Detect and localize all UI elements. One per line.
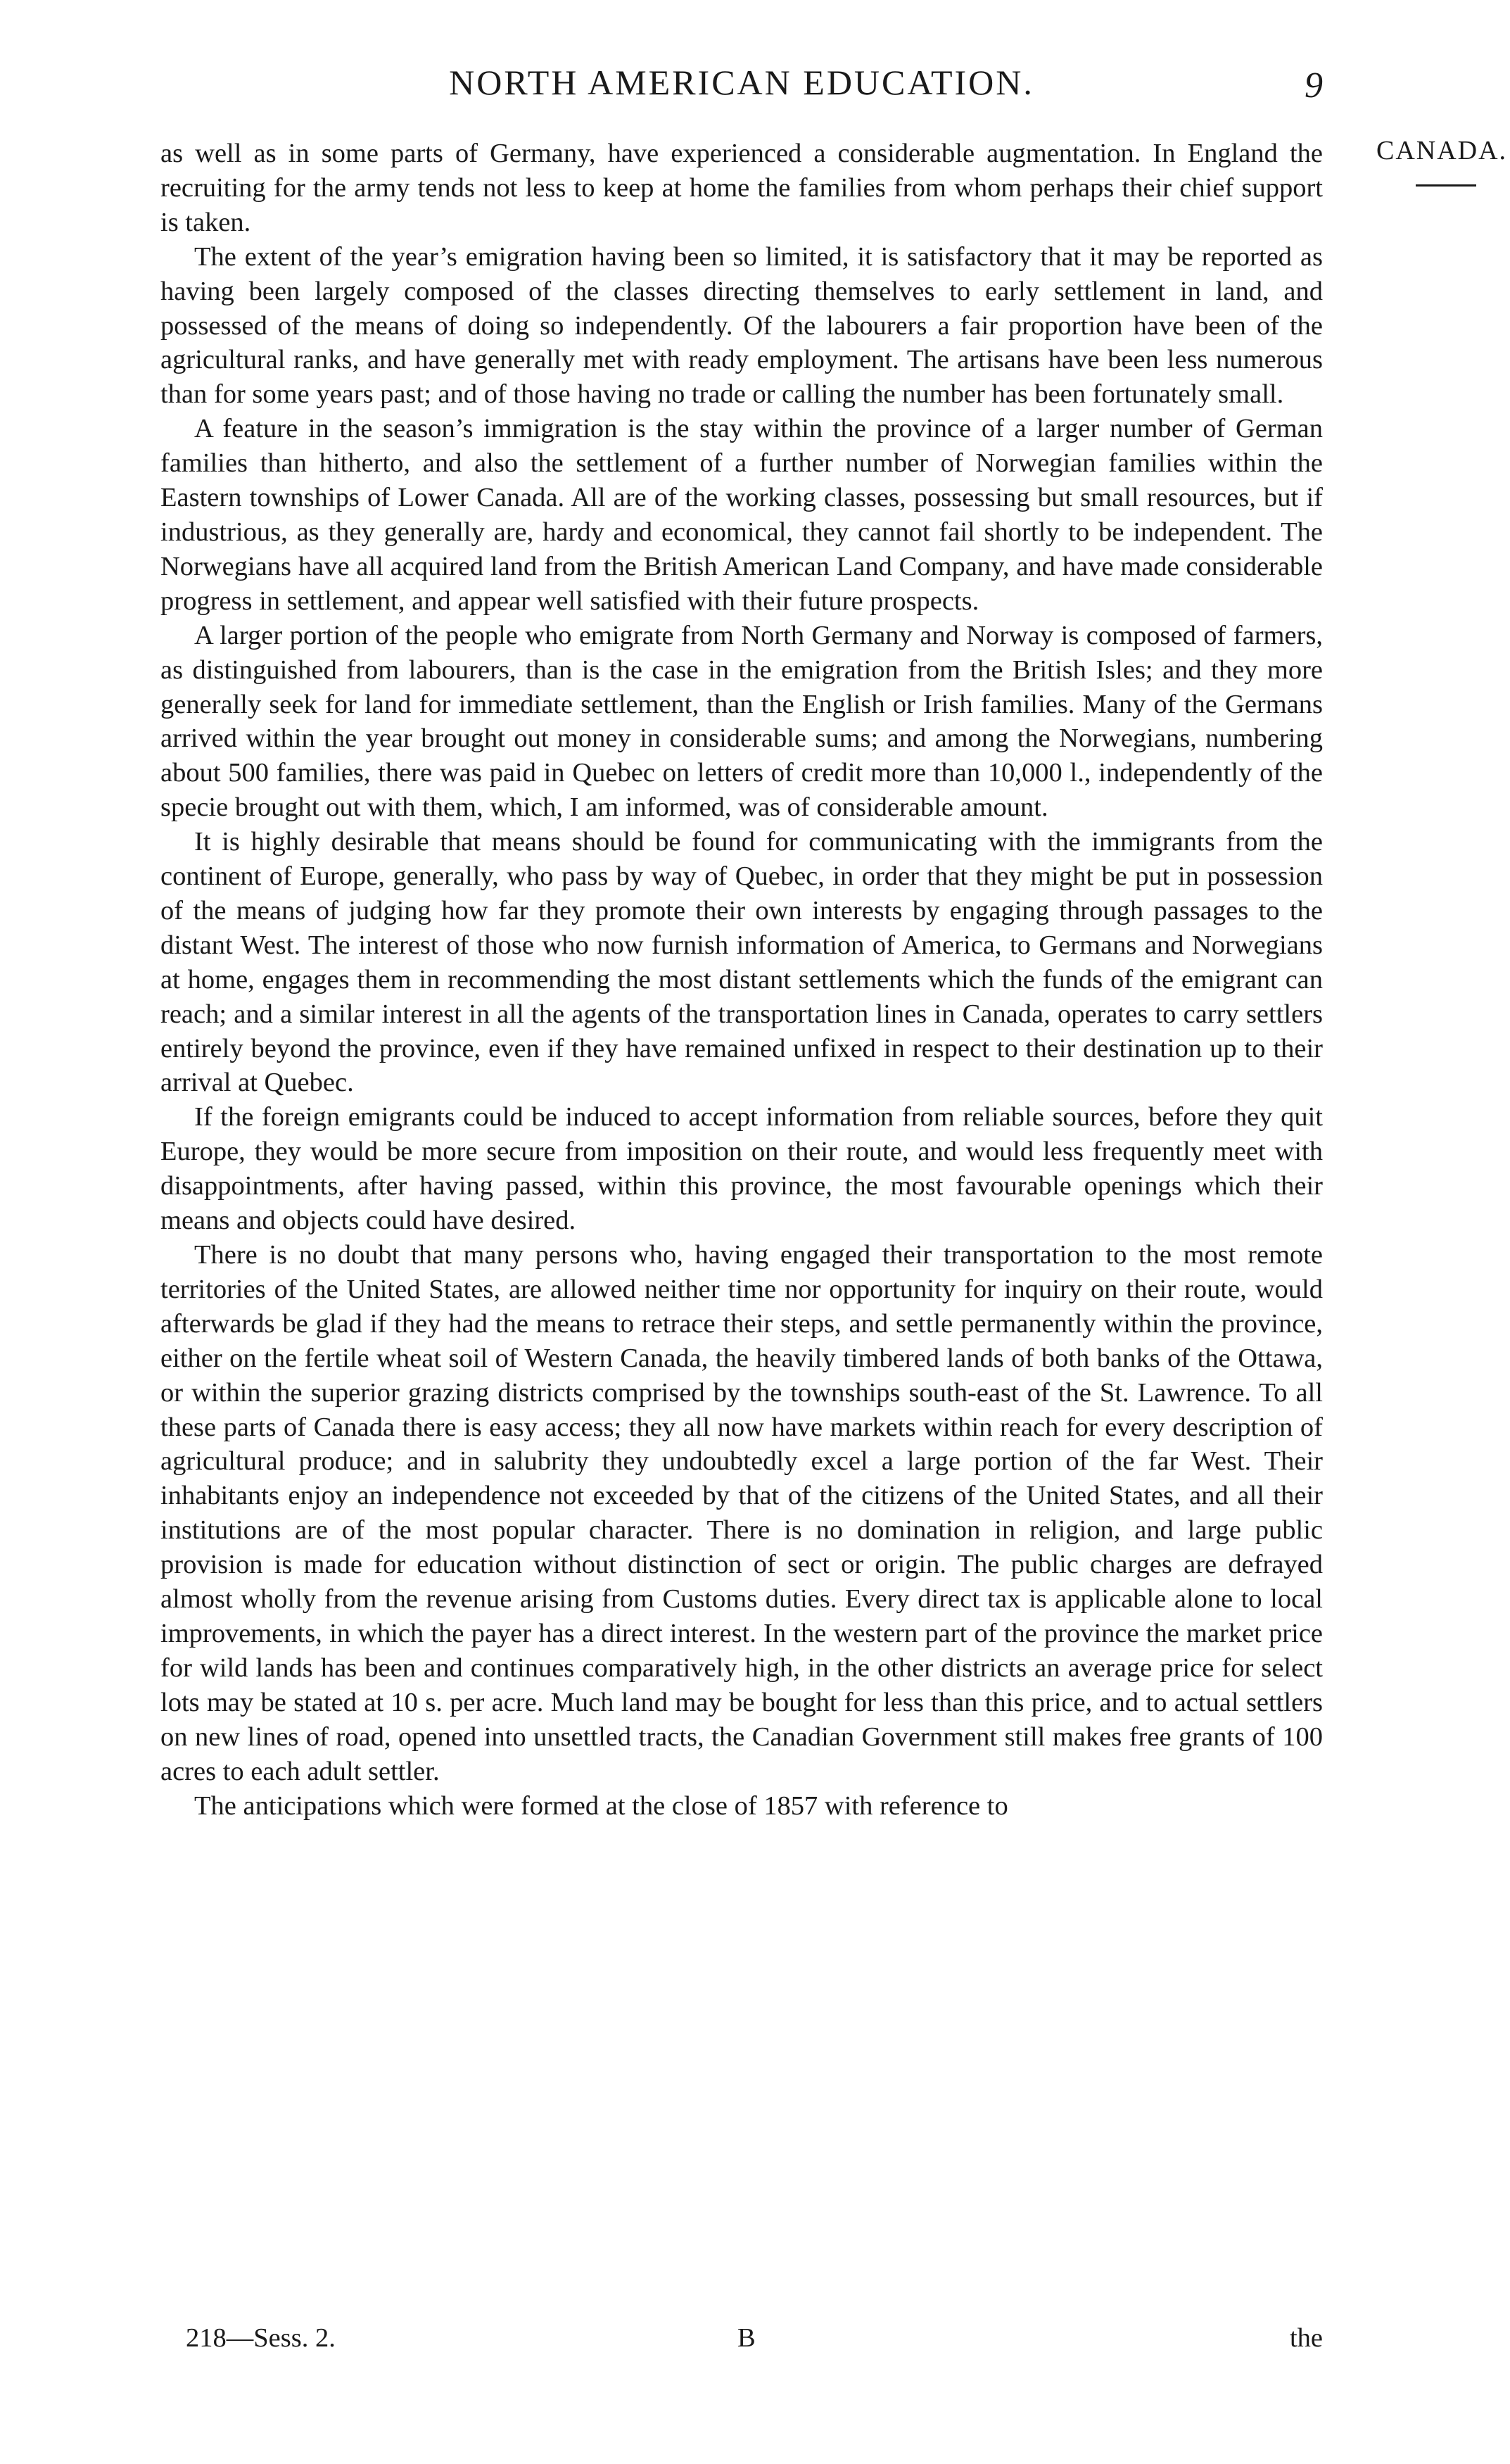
sheet-mark: B (737, 2323, 756, 2353)
margin-note-rule (1416, 184, 1476, 187)
paragraph-5: It is highly desirable that means should be found for communicating with the immigrants from the continent of Europe, generally, who pass by way of Quebec, in order that they might be put in possession of the means of judging how far they promote their own interests by engaging through passages to the distant West. The interest of those who now furnish information of America, to Germans and Norwegians at home, engages them in recommending the most distant settlements which the funds of the emigrant can reach; and a similar interest in all the agents of the transportation lines in Canada, operates to carry settlers entirely beyond the province, even if they have remained unfixed in respect to their destination up to their arrival at Quebec. (160, 827, 1323, 1098)
page-number: 9 (1305, 65, 1323, 106)
body-text (160, 137, 1323, 1823)
paragraph-8: The anticipations which were formed at the close of 1857 with reference to (194, 1790, 1008, 1821)
paragraph-3: A feature in the season’s immigration is the stay within the province of a larger number of German families than hitherto, and also the settlement of a further number of Norwegian families within the Eastern townships of Lower Canada. All are of the working classes, possessing but small resources, but if industrious, as they generally are, hardy and economical, they cannot fail shortly to be independent. The Norwegians have all acquired land from the British American Land Company, and have made considerable progress in settlement, and appear well satisfied with their future prospects. (160, 414, 1323, 616)
paragraph-7: There is no doubt that many persons who, having engaged their transportation to the most remote territories of the United States, are allowed neither time nor opportunity for inquiry on their route, would afterwards be glad if they had the means to retrace their steps, and settle permanently within the province, either on the fertile wheat soil of Western Canada, the heavily timbered lands of both banks of the Ottawa, or within the superior grazing districts comprised by the townships south-east of the St. Lawrence. To all these parts of Canada there is easy access; they all now have markets within reach for every description of agricultural produce; and in salubrity they undoubtedly excel a large portion of the far West. Their inhabitants enjoy an independence not exceeded by that of the citizens of the United States, and all their institutions are of the most popular character. There is no domination in religion, and large public provision is made for education without distinction of sect or origin. The public charges are defrayed almost wholly from the revenue arising from Customs duties. Every direct tax is applicable alone to local improvements, in which the payer has a direct interest. In the western part of the province the market price for wild lands has been and continues comparatively high, in the other districts an average price for select lots may be stated at 10 s. per acre. Much land may be bought for less than this price, and to actual settlers on new lines of road, opened into unsettled tracts, the Canadian Government still makes free grants of 100 acres to each adult settler. (160, 1240, 1323, 1786)
paragraph-4: A larger portion of the people who emigrate from North Germany and Norway is composed of farmers, as distinguished from labourers, than is the case in the emigration from the British Isles; and they more generally seek for land for immediate settlement, than the English or Irish families. Many of the Germans arrived within the year brought out money in considerable sums; and among the Norwegians, numbering about 500 families, there was paid in Quebec on letters of credit more than 10,000 l., independently of the specie brought out with them, which, I am informed, was of considerable amount. (160, 620, 1323, 823)
signature-mark: 218—Sess. 2. (186, 2323, 336, 2353)
paragraph-6: If the foreign emigrants could be induced to accept information from reliable sources, before they quit Europe, they would be more secure from imposition on their route, and would less frequently meet with disappointments, after having passed, within this province, the most favourable openings which their means and objects could have desired. (160, 1102, 1323, 1236)
running-head: NORTH AMERICAN EDUCATION. (449, 63, 1034, 102)
paragraph-2: The extent of the year’s emigration having been so limited, it is satisfactory that it may be reported as having been largely composed of the classes directing themselves to early settlement in land, and possessed of the means of doing so independently. Of the labourers a fair proportion have been of the agricultural ranks, and have generally met with ready employment. The artisans have been less numerous than for some years past; and of those having no trade or calling the number has been fortunately small. (160, 241, 1323, 410)
catchword: the (1289, 2323, 1323, 2353)
margin-note: CANADA. (1376, 136, 1508, 165)
paragraph-1: as well as in some parts of Germany, have experienced a considerable augmentation. In England the recruiting for the army tends not less to keep at home the families from whom perhaps their chief support is taken. (160, 139, 1323, 237)
page-header (160, 62, 1323, 118)
page-footer (160, 2323, 1323, 2362)
